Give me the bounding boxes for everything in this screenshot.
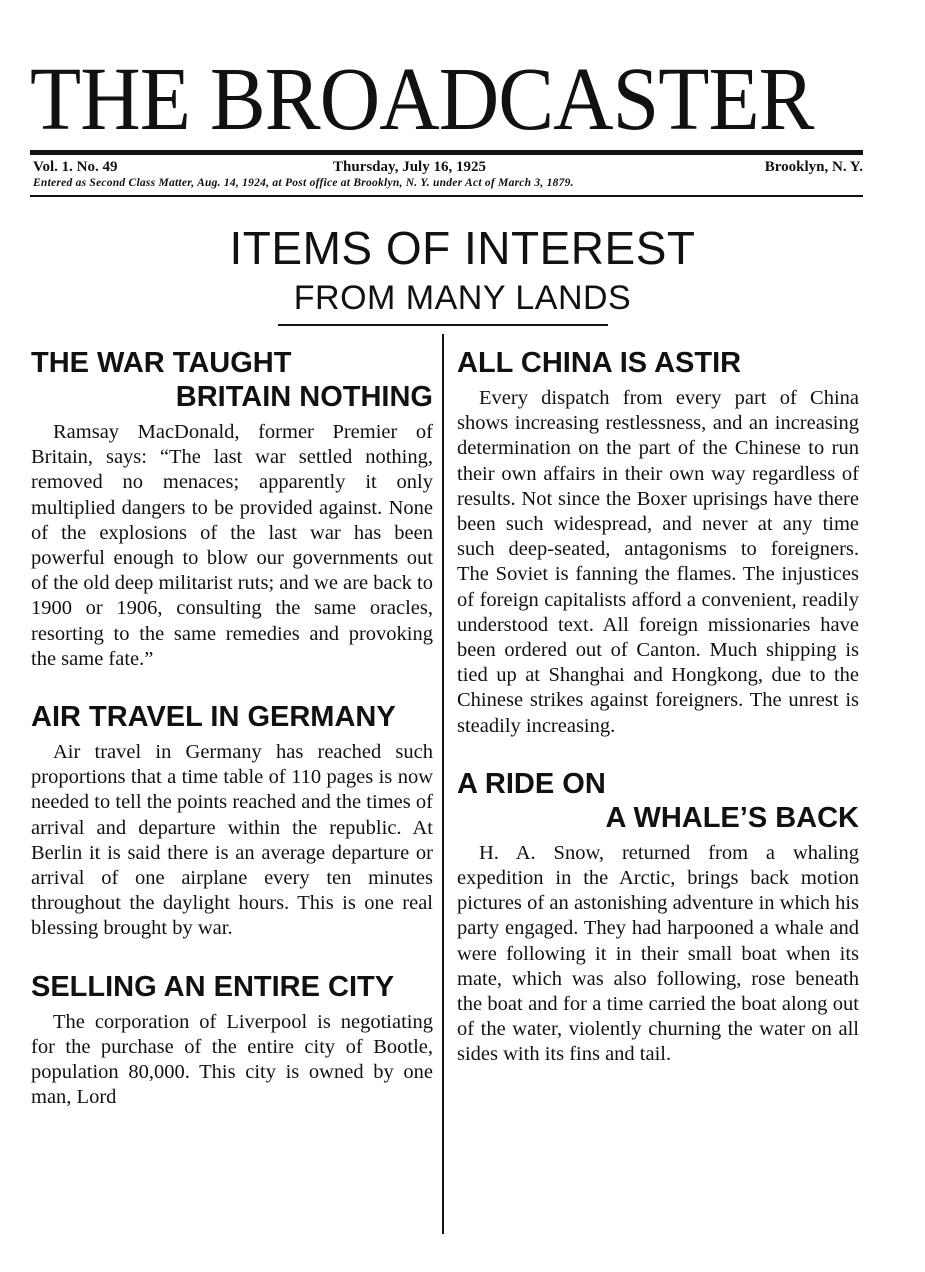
- article-body: The corporation of Liverpool is negotiating for the purchase of the entire city of Bootle, population 80,000. This city is owned by one man, Lord: [31, 1010, 433, 1109]
- publication-place: Brooklyn, N. Y.: [764, 159, 863, 175]
- title-line-1: THE WAR TAUGHT: [31, 347, 292, 379]
- article-war-taught: [31, 346, 433, 672]
- title-line-2: A WHALE’S BACK: [605, 801, 859, 834]
- mailing-notice: Entered as Second Class Matter, Aug. 14, 1924, at Post office at Brooklyn, N. Y. under Act of March 3, 1879.: [33, 177, 574, 189]
- article-china-astir: [457, 346, 859, 739]
- meta-rule: [30, 195, 863, 197]
- article-body: Every dispatch from every part of China shows increasing restlessness, and an increasing determination on the part of the Chinese to run their own affairs in their own way regardless of results. Not since the Boxer uprisings have there been such widespread, and never at any time such deep-seated, antagonisms to foreigners. The Soviet is fanning the flames. The injustices of foreign capitalists afford a convenient, readily understood text. All foreign missionaries have been ordered out of Canton. Much shipping is tied up at Shanghai and Hongkong, due to the Chinese strikes against foreigners. The unrest is steadily increasing.: [457, 387, 859, 737]
- page-headline: ITEMS OF INTEREST: [229, 222, 696, 274]
- column-divider: [442, 334, 444, 1234]
- issue-date: Thursday, July 16, 1925: [333, 159, 486, 175]
- article-title: [457, 767, 859, 835]
- headline-rule: [278, 324, 608, 326]
- article-title: ALL CHINA IS ASTIR: [457, 347, 742, 379]
- left-column: [31, 346, 433, 1138]
- title-line-1: A RIDE ON: [457, 767, 606, 800]
- article-body: Air travel in Germany has reached such proportions that a time table of 110 pages is now needed to tell the points reached and the times of arrival and departure within the republic. At Berlin it is said there is an average departure or arrival of one airplane every ten minutes throughout the daylight hours. This is one real blessing brought by war.: [31, 741, 433, 940]
- article-title: [31, 346, 433, 414]
- right-column: [457, 346, 859, 1096]
- masthead-rule: [30, 150, 863, 155]
- article-air-travel: [31, 700, 433, 942]
- masthead-meta: [33, 159, 863, 177]
- masthead-title: THE BROADCASTER: [30, 50, 814, 149]
- article-selling-city: [31, 970, 433, 1111]
- article-body: Ramsay MacDonald, former Premier of Britain, says: “The last war settled nothing, removed no menaces; apparently it only multiplied dangers to be provided against. None of the explosions of the last war has been powerful enough to blow our governments out of the old deep militarist ruts; and we are back to 1900 or 1906, consulting the same oracles, resorting to the same remedies and provoking the same fate.”: [31, 421, 433, 670]
- volume-number: Vol. 1. No. 49: [33, 159, 118, 175]
- page-subheadline: FROM MANY LANDS: [293, 279, 632, 317]
- article-title: SELLING AN ENTIRE CITY: [31, 970, 395, 1003]
- title-line-2: BRITAIN NOTHING: [175, 381, 433, 413]
- article-title: AIR TRAVEL IN GERMANY: [31, 701, 396, 734]
- article-body: H. A. Snow, returned from a whaling expedition in the Arctic, brings back motion pictures of an astonishing adventure in which his party engaged. They had harpooned a whale and were following it in their small boat when its mate, which was also following, rose beneath the boat and for a time carried the boat along out of the water, violently churning the water on all sides with its fins and tail.: [457, 841, 859, 1066]
- article-whale-ride: [457, 767, 859, 1068]
